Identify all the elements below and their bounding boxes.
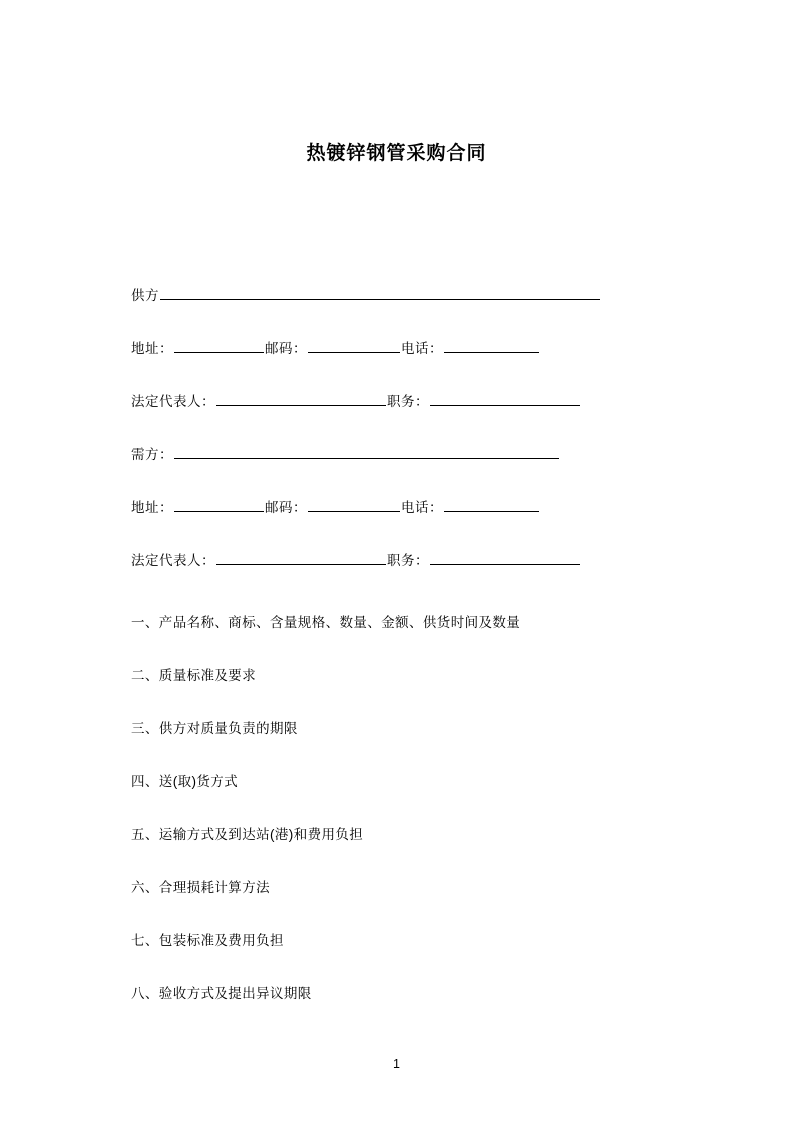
buyer-position-label: 职务：: [387, 553, 429, 568]
page-title: 热镀锌钢管采购合同: [306, 143, 487, 164]
supplier-position-field[interactable]: [430, 392, 580, 406]
clause-item: 六、合理损耗计算方法: [131, 880, 270, 895]
buyer-position-field[interactable]: [430, 551, 580, 565]
supplier-name-label: 供方: [131, 288, 159, 303]
clause-item: 八、验收方式及提出异议期限: [131, 986, 312, 1001]
clause-item: 一、产品名称、商标、含量规格、数量、金额、供货时间及数量: [131, 615, 521, 630]
clauses-section: [131, 613, 691, 1037]
buyer-legal-rep-label: 法定代表人：: [131, 553, 215, 568]
supplier-legal-rep-field[interactable]: [216, 392, 386, 406]
clause-item: 四、送(取)货方式: [131, 774, 239, 789]
supplier-address-field[interactable]: [174, 339, 264, 353]
buyer-name-line: [131, 445, 661, 465]
buyer-name-field[interactable]: [174, 445, 559, 459]
buyer-postcode-label: 邮码：: [265, 500, 307, 515]
page-number: 1: [393, 1057, 400, 1071]
buyer-address-line: [131, 498, 661, 518]
buyer-address-label: 地址：: [131, 500, 173, 515]
supplier-legal-rep-label: 法定代表人：: [131, 394, 215, 409]
supplier-name-line: [131, 286, 661, 306]
supplier-name-field[interactable]: [160, 286, 600, 300]
clause-item: 五、运输方式及到达站(港)和费用负担: [131, 827, 364, 842]
buyer-address-field[interactable]: [174, 498, 264, 512]
supplier-postcode-field[interactable]: [308, 339, 400, 353]
supplier-phone-label: 电话：: [401, 341, 443, 356]
clause-item: 七、包装标准及费用负担: [131, 933, 284, 948]
buyer-phone-field[interactable]: [444, 498, 539, 512]
supplier-phone-field[interactable]: [444, 339, 539, 353]
clause-item: 二、质量标准及要求: [131, 668, 257, 683]
clause-item: 三、供方对质量负责的期限: [131, 721, 298, 736]
buyer-legal-rep-line: [131, 551, 661, 571]
supplier-postcode-label: 邮码：: [265, 341, 307, 356]
buyer-legal-rep-field[interactable]: [216, 551, 386, 565]
supplier-address-label: 地址：: [131, 341, 173, 356]
buyer-name-label: 需方：: [131, 447, 173, 462]
buyer-phone-label: 电话：: [401, 500, 443, 515]
supplier-address-line: [131, 339, 661, 359]
supplier-legal-rep-line: [131, 392, 661, 412]
supplier-position-label: 职务：: [387, 394, 429, 409]
parties-section: [131, 286, 661, 571]
buyer-postcode-field[interactable]: [308, 498, 400, 512]
